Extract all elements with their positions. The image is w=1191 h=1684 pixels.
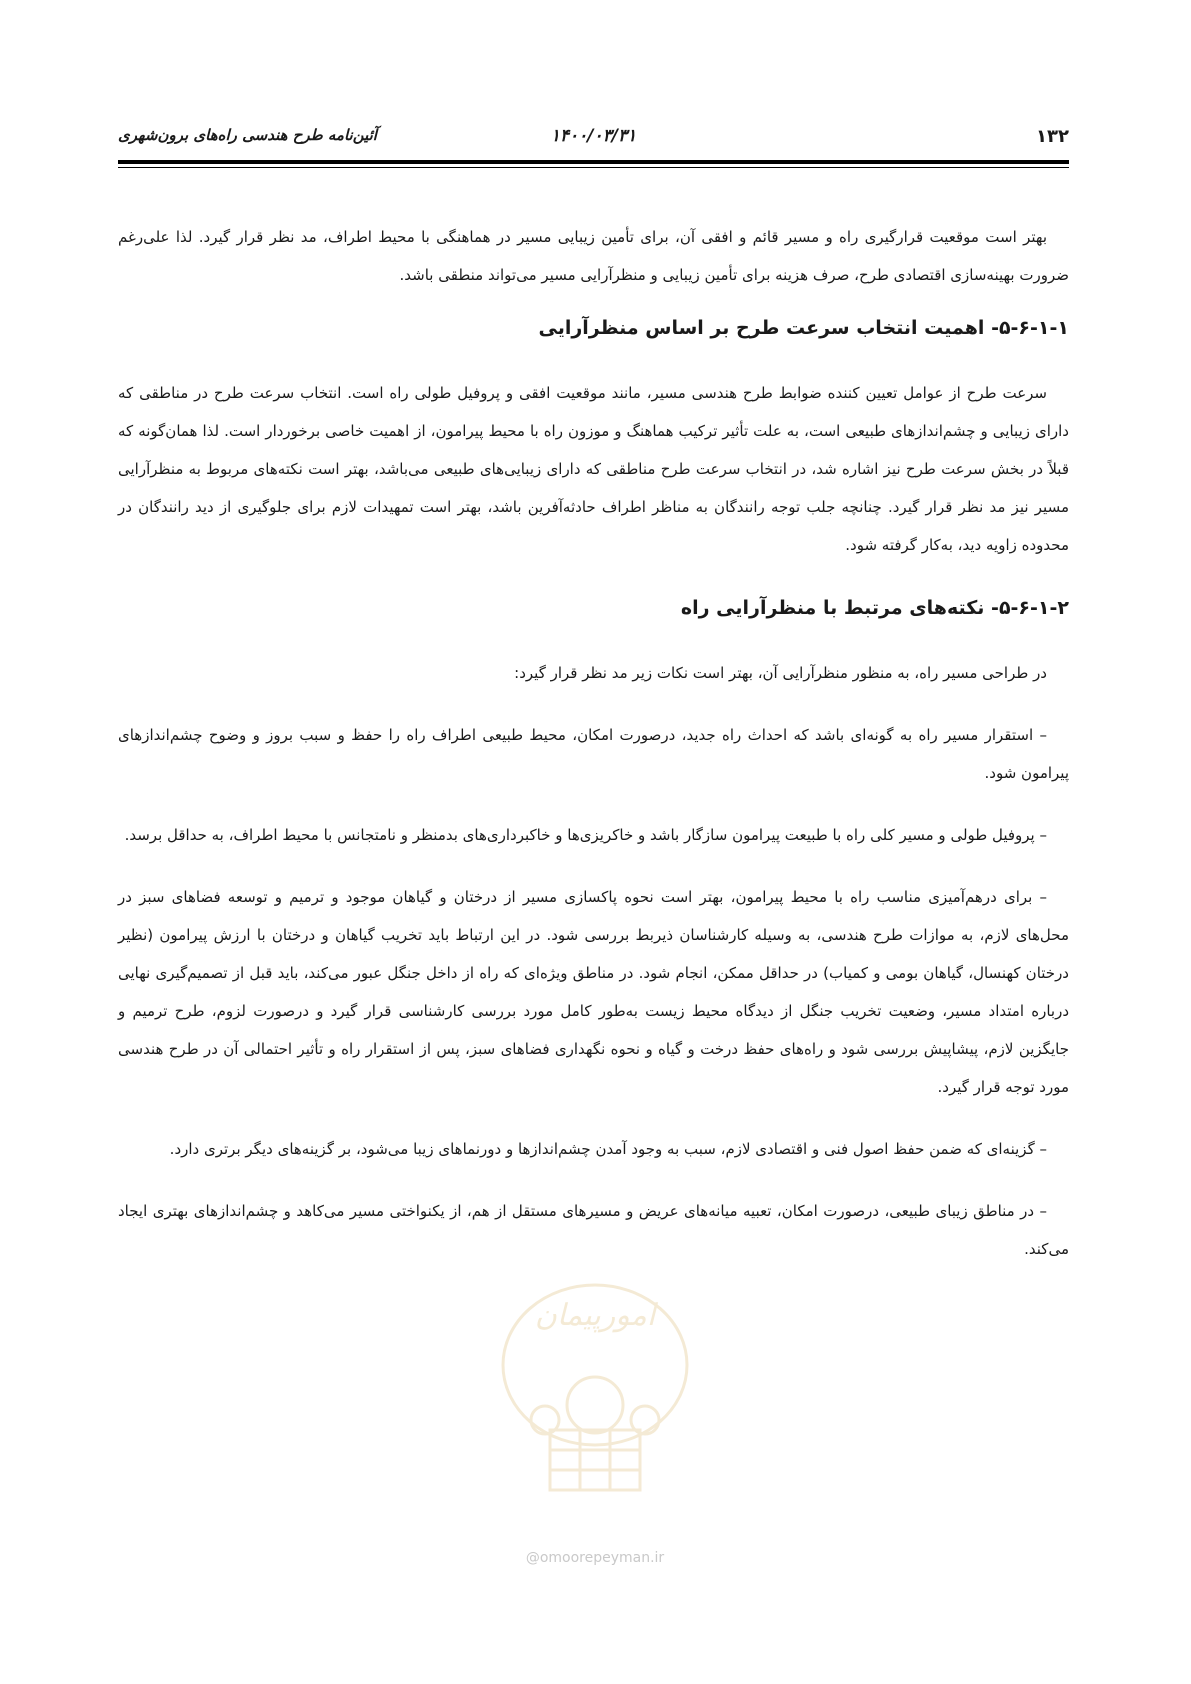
section-heading-2: ۵-۶-۱-۲- نکته‌های مرتبط با منظرآرایی راه [680,597,1069,619]
page-header [118,126,1069,156]
list-item: – برای درهم‌آمیزی مناسب راه با محیط پیرامون، بهتر است نحوه پاکسازی مسیر از درختان و گیاهان موجود و ترمیم و توسعه فضاهای سبز در محل‌های لازم، به موازات طرح هندسی، به وسیله کارشناسان ذیربط بررسی شود. در این ارتباط باید تخریب گیاهان و درختان با ارزش پیرامون (نظیر درختان کهنسال، گیاهان بومی و کمیاب) در حداقل ممکن، انجام شود. در مناطق ویژه‌ای که راه از داخل جنگل عبور می‌کند، باید قبل از تصمیم‌گیری نهایی درباره امتداد مسیر، وضعیت تخریب جنگل از دیدگاه محیط زیست به‌طور کامل مورد بررسی کارشناسی قرار گیرد و درصورت لزوم، طرح ترمیم و جایگزین لازم، پیشاپیش بررسی شود و راه‌های حفظ درخت و گیاه و نحوه نگهداری فضاهای سبز، پس از استقرار راه و تأثیر احتمالی آن در طرح هندسی مورد توجه قرار گیرد. [118,888,1069,1096]
intro-paragraph: بهتر است موقعیت قرارگیری راه و مسیر قائم و افقی آن، برای تأمین زیبایی مسیر در هماهنگی با محیط اطراف، مد نظر قرار گیرد. لذا علی‌رغم ضرورت بهینه‌سازی اقتصادی طرح، صرف هزینه برای تأمین زیبایی و منظرآرایی مسیر می‌تواند منطقی باشد. [118,228,1069,284]
header-rule-thick [118,160,1069,164]
section2-lead: در طراحی مسیر راه، به منظور منظرآرایی آن، بهتر است نکات زیر مد نظر قرار گیرد: [514,664,1047,682]
list-item: – در مناطق زیبای طبیعی، درصورت امکان، تعبیه میانه‌های عریض و مسیرهای مستقل از هم، از یکنواختی مسیر می‌کاهد و چشم‌اندازهای بهتری ایجاد می‌کند. [118,1202,1069,1258]
header-rule-thin [118,167,1069,168]
list-item: – گزینه‌ای که ضمن حفظ اصول فنی و اقتصادی لازم، سبب به وجود آمدن چشم‌اندازها و دورنماهای زیبا می‌شود، بر گزینه‌های دیگر برتری دارد. [169,1140,1047,1158]
watermark-logo [490,1270,700,1510]
page-content [118,218,1069,1268]
section-heading-1: ۵-۶-۱-۱- اهمیت انتخاب سرعت طرح بر اساس منظرآرایی [538,317,1069,339]
watermark-url: @omoorepeyman.ir [525,1550,665,1566]
page-number: ۱۳۲ [1036,126,1069,147]
section1-paragraph: سرعت طرح از عوامل تعیین کننده ضوابط طرح هندسی مسیر، مانند موقعیت افقی و پروفیل طولی راه است. انتخاب سرعت طرح در مناطقی که دارای زیبایی و چشم‌اندازهای طبیعی است، به علت تأثیر ترکیب هماهنگ و موزون راه با محیط پیرامون، از اهمیت خاصی برخوردار است. لذا همان‌گونه که قبلاً در بخش سرعت طرح نیز اشاره شد، در انتخاب سرعت طرح مناطقی که دارای زیبایی‌های طبیعی می‌باشد، بهتر است نکته‌های مربوط به منظرآرایی مسیر نیز مد نظر قرار گیرد. چنانچه جلب توجه رانندگان به مناظر اطراف حادثه‌آفرین باشد، بهتر است تمهیدات لازم برای جلوگیری از دید رانندگان در محدوده زاویه دید، به‌کار گرفته شود. [118,384,1069,554]
header-title: آئین‌نامه طرح هندسی راه‌های برون‌شهری [118,126,377,144]
header-date: ۱۴۰۰/۰۳/۳۱ [550,126,637,146]
list-item: – استقرار مسیر راه به گونه‌ای باشد که احداث راه جدید، درصورت امکان، محیط طبیعی اطراف راه را حفظ و سبب بروز و وضوح چشم‌اندازهای پیرامون شود. [118,726,1069,782]
list-item: – پروفیل طولی و مسیر کلی راه با طبیعت پیرامون سازگار باشد و خاکریزی‌ها و خاکبرداری‌های بدمنظر و نامتجانس با محیط اطراف، به حداقل برسد. [124,826,1047,844]
svg-text:امورپیمان: امورپیمان [534,1298,656,1333]
